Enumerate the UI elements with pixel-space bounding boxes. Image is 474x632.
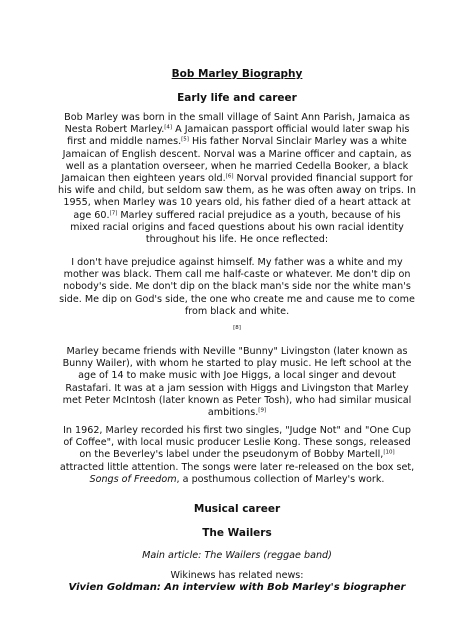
paragraph-early-life: Bob Marley was born in the small village of Saint Ann Parish, Jamaica as Nesta Robert Marley.[4] A Jamaican passport official would later swap his first and middle names.[5] His father Norval Sinclair Marley was a white Jamaican of English descent. Norval was a Marine officer and captain, as well as a plantation overseer, when he married Cedella Booker, a black Jamaican then eighteen years old.[6] Norval provided financial support for his wife and child, but seldom saw them, as he was often away on trips. In 1955, when Marley was 10 years old, his father died of a heart attack at age 60.[7] Marley suffered racial prejudice as a youth, because of his mixed racial origins and faced questions about his own racial identity throughout his life. He once reflected: [58, 112, 416, 246]
section-heading-early-life: Early life and career [177, 92, 297, 104]
citation-5[interactable]: [5] [181, 136, 189, 143]
wikinews-link[interactable]: Vivien Goldman: An interview with Bob Marley's biographer [68, 582, 406, 593]
citation-9[interactable]: [9] [258, 407, 267, 414]
citation-7[interactable]: [7] [109, 210, 118, 217]
citation-10[interactable]: [10] [383, 449, 395, 456]
paragraph-first-singles: In 1962, Marley recorded his first two singles, "Judge Not" and "One Cup of Coffee", with local music producer Leslie Kong. These songs, released on the Beverley's label under the pseudonym of Bobby Martell,[10] attracted little attention. The songs were later re-released on the box set, Songs of Freedom, a posthumous collection of Marley's work. [59, 425, 415, 485]
section-heading-the-wailers: The Wailers [202, 527, 272, 539]
section-heading-musical-career: Musical career [193, 503, 281, 515]
main-article-note[interactable]: Main article: The Wailers (reggae band) [142, 550, 332, 561]
wikinews-note: Wikinews has related news: [170, 570, 304, 581]
citation-6[interactable]: [6] [225, 173, 234, 180]
document-title: Bob Marley Biography [171, 68, 303, 80]
citation-8[interactable]: [8] [233, 325, 241, 331]
marley-quote: I don't have prejudice against himself. My father was a white and my mother was black. Them call me half-caste or whatever. Me don't dip on nobody's side. Me don't dip on the black man's side nor the white man's side. Me dip on God's side, the one who create me and cause me to come from black and white. [59, 257, 415, 317]
box-set-title: Songs of Freedom [89, 473, 177, 485]
citation-4[interactable]: [4] [164, 124, 173, 131]
paragraph-wailers-friends: Marley became friends with Neville "Bunny" Livingston (later known as Bunny Wailer), with whom he started to play music. He left school at the age of 14 to make music with Joe Higgs, a local singer and devout Rastafari. It was at a jam session with Higgs and Livingston that Marley met Peter McIntosh (later known as Peter Tosh), who had similar musical ambitions.[9] [62, 346, 412, 419]
